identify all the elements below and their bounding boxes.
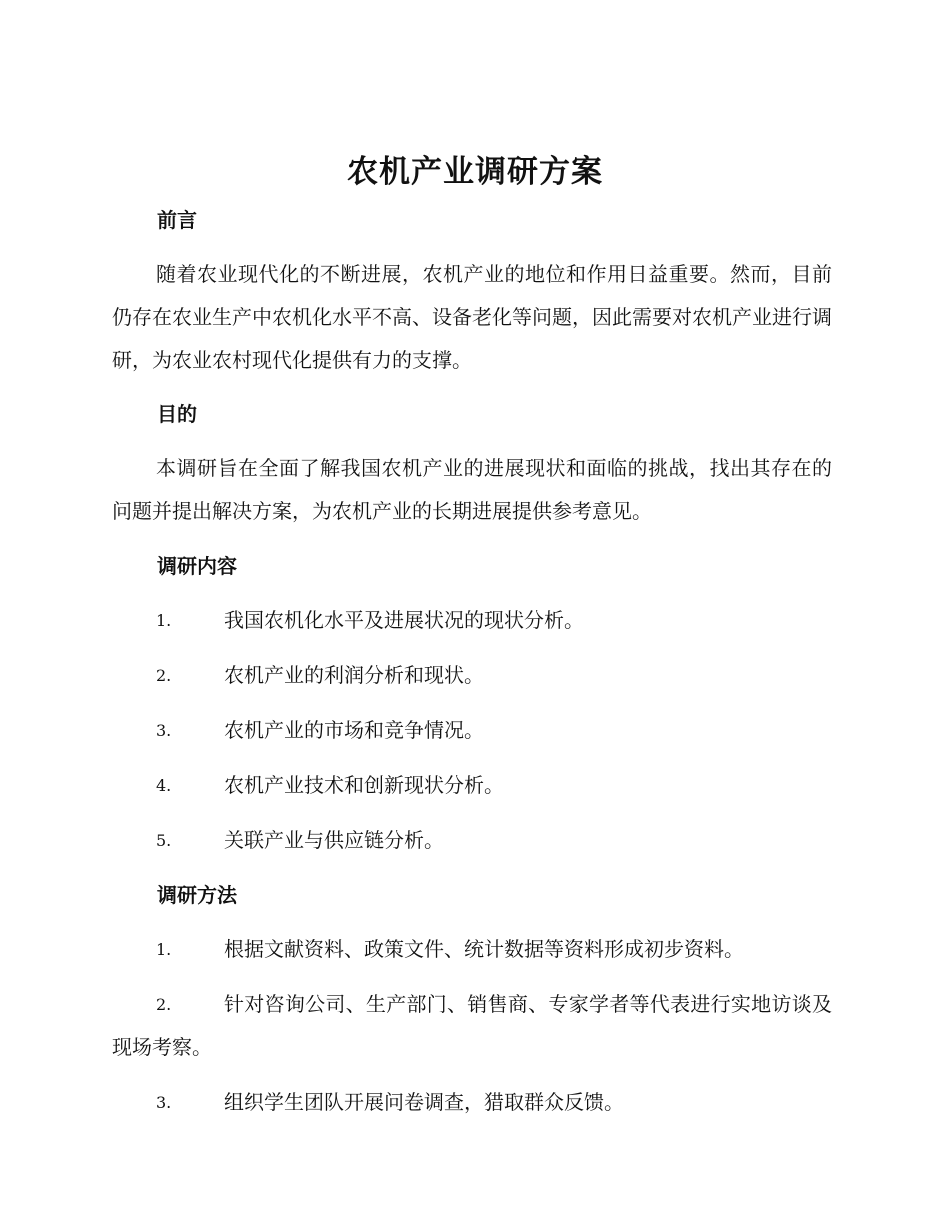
list-item-number: 4. <box>156 776 172 795</box>
list-item-text: 农机产业技术和创新现状分析。 <box>224 773 504 797</box>
list-item-text: 组织学生团队开展问卷调查，猎取群众反馈。 <box>224 1090 624 1114</box>
list-item <box>112 1081 832 1124</box>
list-item-text: 农机产业的利润分析和现状。 <box>224 663 484 687</box>
preface-paragraph: 随着农业现代化的不断进展，农机产业的地位和作用日益重要。然而，目前仍存在农业生产中农机化水平不高、设备老化等问题，因此需要对农机产业进行调研，为农业农村现代化提供有力的支撑。 <box>112 262 832 372</box>
list-item <box>112 983 832 1069</box>
section-heading-preface: 前言 <box>157 208 197 232</box>
list-item <box>112 599 832 642</box>
section-heading-methods: 调研方法 <box>157 883 237 907</box>
list-item-text: 关联产业与供应链分析。 <box>224 828 444 852</box>
list-item-number: 2. <box>156 666 172 685</box>
list-item-number: 2. <box>156 995 172 1014</box>
list-item-number: 1. <box>156 940 172 959</box>
list-item-text: 农机产业的市场和竞争情况。 <box>224 718 484 742</box>
list-item <box>112 764 832 807</box>
section-heading-content: 调研内容 <box>157 554 237 578</box>
list-item-number: 3. <box>156 1093 172 1112</box>
list-item <box>112 928 832 971</box>
document-title: 农机产业调研方案 <box>347 154 603 190</box>
list-item-text: 针对咨询公司、生产部门、销售商、专家学者等代表进行实地访谈及现场考察。 <box>112 992 832 1059</box>
list-item <box>112 709 832 752</box>
list-item-number: 5. <box>156 831 172 850</box>
purpose-paragraph: 本调研旨在全面了解我国农机产业的进展现状和面临的挑战，找出其存在的问题并提出解决方案，为农机产业的长期进展提供参考意见。 <box>112 456 832 523</box>
list-item <box>112 819 832 862</box>
list-item-number: 3. <box>156 721 172 740</box>
list-item-number: 1. <box>156 611 172 630</box>
list-item <box>112 654 832 697</box>
list-item-text: 我国农机化水平及进展状况的现状分析。 <box>224 608 584 632</box>
list-item-text: 根据文献资料、政策文件、统计数据等资料形成初步资料。 <box>224 937 744 961</box>
section-heading-purpose: 目的 <box>157 402 197 426</box>
